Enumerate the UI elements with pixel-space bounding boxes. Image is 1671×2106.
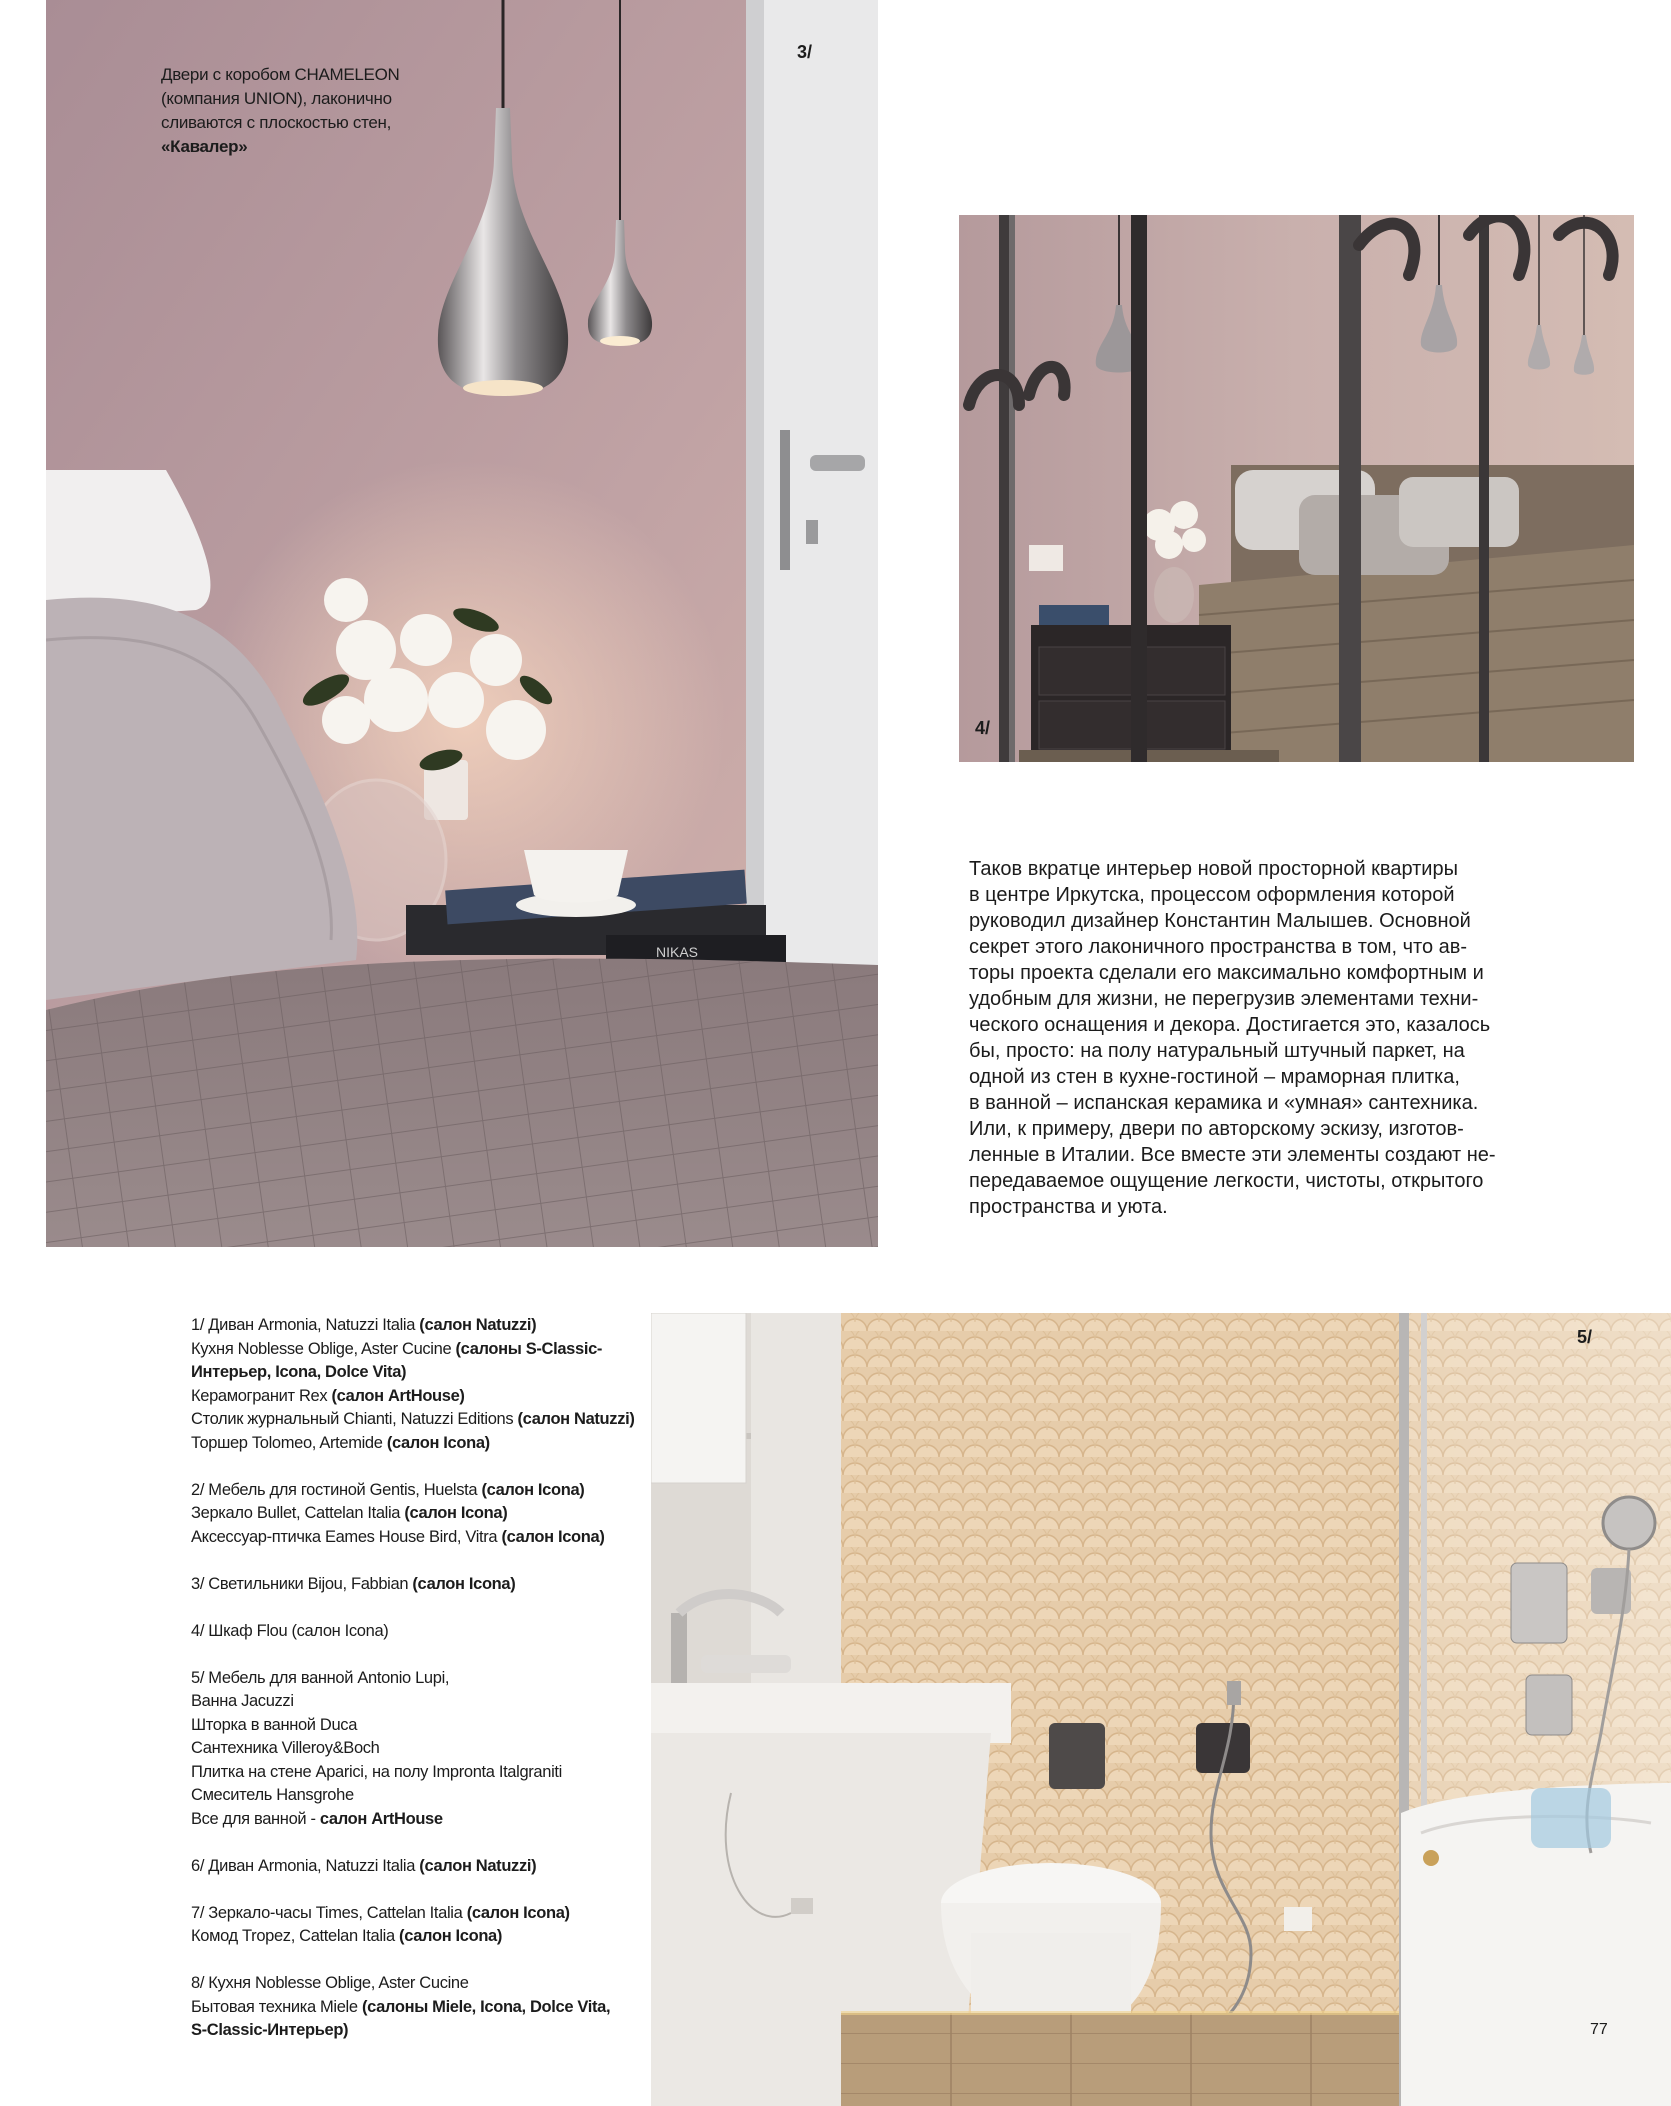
credit-line (191, 1902, 631, 1926)
credit-item-text: Бытовая техника Miele (191, 1997, 362, 2016)
article-line: пространства и уюта. (969, 1196, 1168, 1218)
credit-group (191, 1573, 631, 1597)
credit-group (191, 1620, 631, 1644)
credit-line (191, 1714, 631, 1738)
credit-group (191, 1479, 631, 1550)
credit-store: S-Classic-Интерьер) (191, 2021, 349, 2039)
credit-store: (салон Natuzzi) (517, 1410, 635, 1428)
credit-item-text: 5/ Мебель для ванной Antonio Lupi, (191, 1668, 450, 1687)
book-spine-text: NIKAS (656, 944, 699, 960)
credit-item-text: Шторка в ванной Duca (191, 1715, 358, 1734)
credit-line (191, 1925, 631, 1949)
credit-item-text: Все для ванной - (191, 1809, 320, 1828)
credit-store: (салон Icona) (481, 1480, 585, 1499)
article-line: ческого оснащения и декора. Достигается это, казалось (969, 1014, 1491, 1036)
page-number: 77 (1590, 2021, 1608, 2038)
caption-door-info (161, 63, 421, 159)
caption-line: сливаются с плоскостью стен, (161, 113, 392, 132)
credit-store: (салон Icona) (501, 1527, 605, 1546)
credit-line (191, 1690, 631, 1714)
credit-store: (салон Natuzzi) (419, 1316, 537, 1334)
credit-line (191, 1737, 631, 1761)
credit-item-text: Ванна Jacuzzi (191, 1692, 294, 1710)
credit-line (191, 1361, 631, 1385)
credit-line (191, 1761, 631, 1785)
credit-item-text: 7/ Зеркало-часы Times, Cattelan Italia (191, 1903, 467, 1922)
credit-line (191, 1573, 631, 1597)
credit-line (191, 1338, 631, 1362)
photo-label-5: 5/ (1577, 1327, 1593, 1347)
credit-line (191, 1855, 631, 1879)
credit-line (191, 1314, 631, 1338)
credit-line (191, 1385, 631, 1409)
photo-label-3: 3/ (797, 42, 813, 62)
credit-store: (салон ArtHouse) (331, 1386, 465, 1405)
credit-group (191, 1855, 631, 1879)
credit-store: (салон Icona) (412, 1574, 516, 1593)
credit-line (191, 1502, 631, 1526)
photo-label-4: 4/ (975, 718, 991, 738)
photo-bathroom (651, 1313, 1671, 2106)
article-line: бы, просто: на полу натуральный штучный паркет, на (969, 1040, 1465, 1062)
credit-line (191, 1408, 635, 1432)
credit-group (191, 1902, 631, 1949)
caption-line: Двери с коробом CHAMELEON (161, 65, 400, 84)
credit-item-text: 1/ Диван Armonia, Natuzzi Italia (191, 1316, 420, 1334)
credit-item-text: 8/ Кухня Noblesse Oblige, Aster Cucine (191, 1974, 469, 1992)
credit-line (191, 1808, 631, 1832)
article-body (969, 856, 1529, 1220)
credit-item-text: Сантехника Villeroy&Boch (191, 1739, 380, 1757)
credit-line (191, 1432, 631, 1456)
credit-store: салон ArtHouse (319, 1809, 443, 1828)
credit-item-text: 4/ Шкаф Flou (салон Icona) (191, 1621, 389, 1640)
credit-store: (салон Icona) (466, 1903, 570, 1922)
credit-item-text: Торшер Tolomeo, Artemide (191, 1433, 387, 1452)
credit-group (191, 1314, 635, 1455)
credit-item-text: Аксессуар-птичка Eames House Bird, Vitra (191, 1527, 502, 1546)
photo-bedroom-mirror (959, 215, 1634, 762)
credit-store: (салон Icona) (386, 1433, 490, 1452)
credit-group (191, 1667, 631, 1832)
article-line: торы проекта сделали его максимально комфортным и (969, 962, 1484, 984)
article-line: одной из стен в кухне-гостиной – мраморная плитка, (969, 1066, 1460, 1088)
credit-item-text: 2/ Мебель для гостиной Gentis, Huelsta (191, 1480, 482, 1499)
article-line: передаваемое ощущение легкости, чистоты, открытого (969, 1170, 1484, 1192)
article-line: Таков вкратце интерьер новой просторной квартиры (969, 858, 1458, 880)
credit-item-text: Комод Tropez, Cattelan Italia (191, 1927, 400, 1945)
credit-item-text: Смеситель Hansgrohe (191, 1786, 354, 1804)
caption-brand: «Кавалер» (161, 137, 248, 156)
article-line: Или, к примеру, двери по авторскому эскизу, изготов- (969, 1118, 1464, 1140)
caption-line: (компания UNION), лаконично (161, 89, 392, 108)
credit-store: (салон Natuzzi) (419, 1856, 537, 1875)
credit-line (191, 1620, 631, 1644)
credit-line (191, 2019, 631, 2043)
credit-line (191, 1479, 631, 1503)
credit-line (191, 1996, 631, 2020)
credit-store: (салон Icona) (399, 1927, 503, 1945)
credit-item-text: Плитка на стене Aparici, на полу Impronta Italgraniti (191, 1762, 562, 1781)
credit-line (191, 1972, 631, 1996)
credit-item-text: Кухня Noblesse Oblige, Aster Cucine (191, 1339, 456, 1358)
article-line: в центре Иркутска, процессом оформления которой (969, 884, 1455, 906)
article-line: в ванной – испанская керамика и «умная» сантехника. (969, 1092, 1479, 1114)
credit-item-text: 6/ Диван Armonia, Natuzzi Italia (191, 1856, 420, 1875)
credit-store: (салон Icona) (404, 1504, 508, 1522)
credit-store: (салоны S-Classic- (455, 1339, 603, 1358)
credits-list (191, 1314, 635, 2066)
article-line: удобным для жизни, не перегрузив элементами техни- (969, 988, 1479, 1010)
credit-line (191, 1526, 631, 1550)
photo-bedroom-pendants (46, 0, 878, 1247)
credit-item-text: Зеркало Bullet, Cattelan Italia (191, 1504, 405, 1522)
credit-line (191, 1784, 631, 1808)
article-line: секрет этого лаконичного пространства в том, что ав- (969, 936, 1468, 958)
credit-store: Интерьер, Icona, Dolce Vita) (191, 1363, 407, 1381)
article-line: ленные в Италии. Все вместе эти элементы создают не- (969, 1144, 1496, 1166)
credit-store: (салоны Miele, Icona, Dolce Vita, (361, 1997, 611, 2016)
credit-line (191, 1667, 631, 1691)
credit-group (191, 1972, 631, 2043)
article-line: руководил дизайнер Константин Малышев. Основной (969, 910, 1471, 932)
credit-item-text: Керамогранит Rex (191, 1386, 332, 1405)
credit-item-text: 3/ Светильники Bijou, Fabbian (191, 1574, 413, 1593)
credit-item-text: Столик журнальный Chianti, Natuzzi Editions (191, 1410, 518, 1428)
